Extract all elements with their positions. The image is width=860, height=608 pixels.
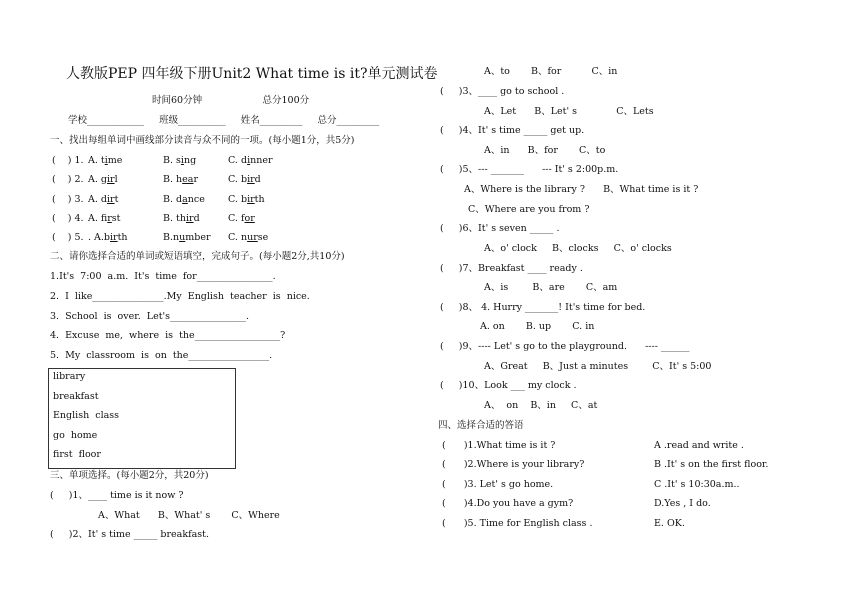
question-7-options: A、is B、are C、am (484, 282, 618, 293)
question-3-options: A、Let B、Let' s C、Lets (484, 106, 654, 117)
question-2-options: A、to B、for C、in (484, 66, 618, 77)
question-5-options: C、Where are you from ? (468, 204, 590, 215)
section1-option-a: A. dirt (88, 194, 119, 205)
word-box-item: go home (53, 430, 98, 441)
question-1: ( )1、____ time is it now ? (50, 490, 184, 501)
section1-option-b: B. hear (163, 174, 198, 185)
section1-row-number: ( ) 4. (52, 213, 84, 224)
match-question: ( )3. Let' s go home. (442, 479, 554, 490)
underlined-letters: i (104, 155, 108, 166)
section1-option-b: B.number (163, 232, 211, 243)
question-9-options: A、Great B、Just a minutes C、It' s 5:00 (484, 361, 712, 372)
section2-item: 1.It's 7:00 a.m. It's time for________________. (50, 271, 276, 282)
underlined-letters: ur (247, 232, 258, 243)
question-2: ( )2、It' s time _____ breakfast. (50, 529, 209, 540)
section1-row-number: ( ) 2. (52, 174, 84, 185)
section1-option-a: A. first (88, 213, 121, 224)
word-box-item: breakfast (53, 391, 99, 402)
underlined-letters: ir (110, 232, 118, 243)
underlined-letters: ir (107, 213, 112, 224)
section1-option-a: . A.birth (88, 232, 128, 243)
section1-option-b: B. dance (163, 194, 205, 205)
question-9: ( )9、---- Let' s go to the playground. ---- ______ (440, 341, 690, 352)
question-1-options: A、What B、What' s C、Where (98, 510, 280, 521)
question-6-options: A、o' clock B、clocks C、o' clocks (484, 243, 672, 254)
underlined-letters: ir (185, 213, 194, 224)
underlined-letters: ea (182, 174, 194, 185)
match-answer: A .read and write . (654, 440, 744, 451)
question-8: ( )8、 4. Hurry _______! It's time for bed. (440, 302, 646, 313)
word-box (48, 368, 236, 469)
section2-item: 4. Excuse me, where is the__________________? (50, 330, 286, 341)
underlined-letters: ir (247, 194, 255, 205)
section3-heading: 三、单项选择。(每小题2分，共20分) (50, 470, 209, 481)
section1-row-number: ( ) 1. (52, 155, 84, 166)
page-title: 人教版PEP 四年级下册Unit2 What time is it?单元测试卷 (66, 66, 438, 82)
word-box-item: first floor (53, 449, 101, 460)
section1-row-number: ( ) 5. (52, 232, 84, 243)
question-10-options: A、 on B、in C、at (484, 400, 598, 411)
question-8-options: A. on B. up C. in (480, 321, 595, 332)
match-answer: C .It' s 10:30a.m.. (654, 479, 740, 490)
match-answer: D.Yes , I do. (654, 498, 711, 509)
section2-item: 5. My classroom is on the_________________. (50, 350, 273, 361)
underlined-letters: i (247, 155, 251, 166)
question-4: ( )4、It' s time _____ get up. (440, 125, 585, 136)
section1-option-a: A. girl (88, 174, 118, 185)
section1-option-b: B. sing (163, 155, 197, 166)
exam-meta: 时间60分钟 总分100分 (152, 95, 310, 106)
section1-heading: 一、找出每组单词中画线部分读音与众不同的一项。(每小题1分，共5分) (50, 135, 355, 146)
section1-option-c: C. for (228, 213, 255, 224)
underlined-letters: a (182, 194, 188, 205)
section2-item: 2. I like_______________.My English teacher is nice. (50, 291, 310, 302)
question-10: ( )10、Look ___ my clock . (440, 380, 577, 391)
match-question: ( )5. Time for English class . (442, 518, 593, 529)
section1-option-b: B. third (163, 213, 200, 224)
underlined-letters: ir (106, 174, 115, 185)
section1-option-a: A. time (88, 155, 123, 166)
match-answer: B .It' s on the first floor. (654, 459, 769, 470)
match-answer: E. OK. (654, 518, 685, 529)
question-7: ( )7、Breakfast ____ ready . (440, 263, 583, 274)
underlined-letters: ir (247, 174, 255, 185)
section1-option-c: C. nurse (228, 232, 269, 243)
underlined-letters: or (244, 213, 255, 224)
section1-option-c: C. bird (228, 174, 261, 185)
section1-option-c: C. dinner (228, 155, 273, 166)
question-6: ( )6、It' s seven _____ . (440, 223, 560, 234)
question-4-options: A、in B、for C、to (484, 145, 606, 156)
word-box-item: English class (53, 410, 120, 421)
underlined-letters: ir (106, 194, 115, 205)
match-question: ( )4.Do you have a gym? (442, 498, 574, 509)
underlined-letters: i (180, 155, 184, 166)
question-5-options: A、Where is the library ? B、What time is it ? (464, 184, 699, 195)
match-question: ( )1.What time is it ? (442, 440, 556, 451)
word-box-item: library (53, 371, 86, 382)
section2-item: 3. School is over. Let's________________. (50, 311, 250, 322)
match-question: ( )2.Where is your library? (442, 459, 585, 470)
underlined-letters: u (179, 232, 186, 243)
question-3: ( )3、____ go to school . (440, 86, 565, 97)
section4-heading: 四、选择合适的答语 (438, 420, 524, 431)
student-info-line: 学校____________ 班级__________ 姓名_________ 总分_________ (68, 115, 380, 126)
question-5: ( )5、--- _______ --- It' s 2:00p.m. (440, 164, 619, 175)
section1-option-c: C. birth (228, 194, 265, 205)
section1-row-number: ( ) 3. (52, 194, 84, 205)
section2-heading: 二、请你选择合适的单词或短语填空，完成句子。(每小题2分,共10分) (50, 251, 345, 262)
